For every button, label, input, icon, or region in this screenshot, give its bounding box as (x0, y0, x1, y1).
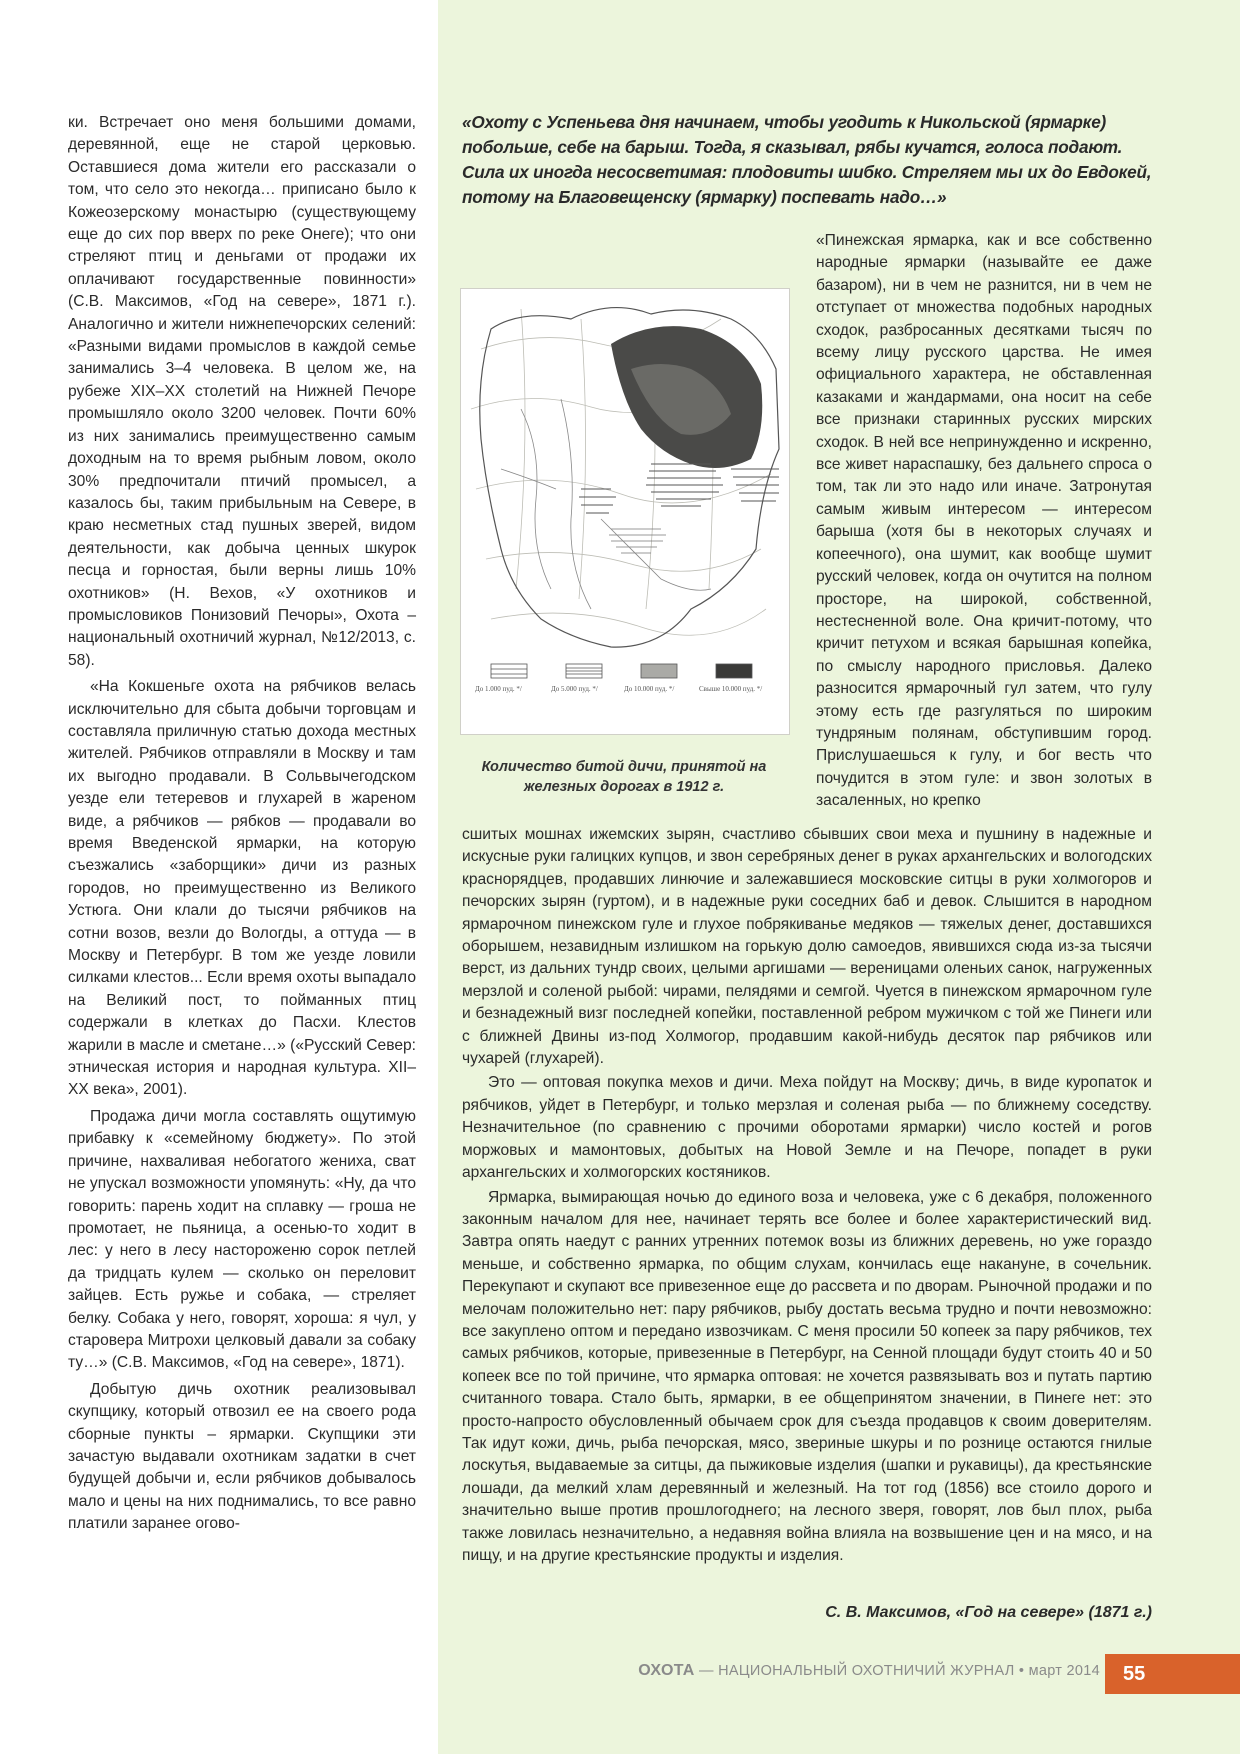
left-paragraph-2: «На Кокшеньге охота на рябчиков велась исключительно для сбыта добычи торговцам и составляла приличную статью дохода местных жителей. Рябчиков отправляли в Москву и там их выгодно продавали. В Сольвычегодском уезде ели тетеревов и глухарей в жареном виде, а рябчиков — рябков — продавали во время Введенской ярмарки, на которую съезжались «заборщики» дичи из разных городов, но преимущественно из Великого Устюга. Они клали до тысячи рябчиков на сотни возов, везли до Вологды, а оттуда — в Москву и Петербург. В том же уезде ловили силками клестов... Если время охоты выпадало на Великий пост, то пойманных птиц содержали в клетках до Пасхи. Клестов жарили в масле и сметане…» («Русский Север: этническая история и народная культура. XII–XX века», 2001). (68, 678, 416, 1099)
signature: С. В. Максимов, «Год на севере» (1871 г.) (825, 1604, 1152, 1621)
lower-paragraph-3: Ярмарка, вымирающая ночью до единого воза и человека, уже с 6 декабря, положенного законным началом для нее, начинает терять все более и более характеристический вид. Завтра опять наедут с ранних утренних потемок возы из ближних деревень, но уже гораздо меньше, и собственно ярмарка, по общим слухам, кончилась еще накануне, в сочельник. Перекупают и скупают все привезенное еще до рассвета и по дворам. Рыночной продажи и по мелочам положительно нет: пару рябчиков, рыбу достать весьма трудно и почти невозможно: все закуплено оптом и передано извозчикам. С меня просили 50 копеек за пару рябчиков, тех самых рябчиков, которые, привезенные в Петербург, на Сенной площади будут стоить 40 и 50 копеек все по той причине, что ярмарка оптовая: не хочется развязывать воз и путать партию считанного товара. Стало быть, ярмарки, в ее общепринятом значении, в Пинеге нет: это просто-напросто обусловленный обычаем срок для съезда продавцов к своим доверителям. Так идут кожи, дичь, рыба печорская, мясо, звериные шкуры и по рознице остаются гнилые лоскутья, выдаваемые за ситцы, да пыжиковые изделия (шапки и рукавицы), да крестьянские лошади, да мелкий хлам деревянный и железный. На тот год (1856) все стоило дорого и значительно выше против прошлогоднего; на лесного зверя, говорят, лов был плох, рыба также ловилась незначительно, а недавняя война влияла на возвышение цен и на мясо, и на пищу, и на другие крестьянские продукты и изделия. (462, 1188, 1152, 1564)
legend-label-3: До 10.000 пуд. */ (624, 685, 675, 693)
legend-label-1: До 1.000 пуд. */ (475, 685, 522, 693)
game-map-image (460, 288, 790, 735)
map-caption: Количество битой дичи, принятой на железных дорогах в 1912 г. (481, 759, 767, 795)
lower-paragraph-2: Это — оптовая покупка мехов и дичи. Меха пойдут на Москву; дичь, в виде куропаток и рябчиков, уйдет в Петербург, и только мерзлая и соленая рыба — по ближнему соседству. Незначительное (по сравнению с прочими оборотами ярмарки) число костей и рогов моржовых и мамонтовых, добытых на Новой Земле и на Печоре, попадет в руки архангельских и холмогорских костяников. (462, 1074, 1152, 1182)
lower-paragraph-1: сшитых мошнах ижемских зырян, счастливо сбывших свои меха и пушнину в надежные и искусные руки галицких купцов, и звон серебряных денег в руках архангельских и вологодских краснорядцев, продавших линючие и залежавшиеся московские ситцы в руки холмогоров и печорских зырян (гуртом), и в надежные руки соседних баб и девок. Слышится в народном ярмарочном пинежском гуле и глухое побрякиванье медяков — тяжелых денег, доставшихся оборышем, незавидным излишком на горькую долю самоедов, явившихся сюда из-за тысячи верст, из дальних тундр своих, целыми аргишами — вереницами оленьих санок, нагруженных мерзлой и соленой рыбой: чирами, пелядями и семгой. Чуется в пинежском ярмарочном гуле и безнадежный визг последней копейки, поставленной ребром мужичком с той же Пинеги или с ближней Двины из-под Холмогор, продавшим какой-нибудь десяток пар рябчиков или чухарей (глухарей). (462, 826, 1152, 1068)
footer-brand: ОХОТА (638, 1662, 695, 1679)
legend-label-4: Свыше 10.000 пуд. */ (699, 685, 763, 693)
footer (0, 1654, 1240, 1694)
footer-text (638, 1662, 1100, 1680)
page-number: 55 (1105, 1654, 1240, 1694)
lower-text-block (462, 824, 1152, 1567)
map-figure (460, 288, 788, 740)
russia-map-drawing (461, 289, 789, 734)
footer-journal-info: — НАЦИОНАЛЬНЫЙ ОХОТНИЧИЙ ЖУРНАЛ • март 2014 (694, 1663, 1100, 1679)
map-legend (491, 664, 752, 678)
left-paragraph-3: Продажа дичи могла составлять ощутимую прибавку к «семейному бюджету». По этой причине, нахваливая небогатого жениха, сват не упускал возможности упомянуть: «Ну, да что говорить: парень ходит на сплавку — гроша не промотает, не пьяница, а осенью-то ходит в лес: у него в лесу настороженю сорок петлей да тридцать кулем — сколько он переловит зайцев. Есть ружье и собака, — стреляет белку. Собака у него, говорят, хороша: я чул, у старовера Митрохи целковый давали за собаку ту…» (С.В. Максимов, «Год на севере», 1871). (68, 1107, 416, 1372)
epigraph-quote: «Охоту с Успеньева дня начинаем, чтобы угодить к Никольской (ярмарке) побольше, себе на барыш. Тогда, я сказывал, рябы кучатся, голоса подают. Сила их иногда несосветимая: плодовиты шибко. Стреляем мы их до Евдокей, потому на Благовещенску (ярмарку) поспевать надо…» (462, 112, 1152, 207)
left-paragraph-4: Добытую дичь охотник реализовывал скупщику, который отвозил ее на своего рода сборные пункты – ярмарки. Скупщики эти зачастую выдавали охотникам задатки в счет будущей добычи и, если рябчиков добывалось мало и цены на них поднимались, то все равно платили заранее огово- (68, 1380, 416, 1533)
legend-label-2: До 5.000 пуд. */ (551, 685, 598, 693)
right-column (816, 230, 1152, 813)
left-column (68, 112, 416, 1536)
left-paragraph-1: ки. Встречает оно меня большими домами, деревянной, еще не старой церковью. Оставшиеся дома жители его рассказали о том, что село это некогда… приписано было к Кожеозерскому монастырю (существующему еще до сих пор вверх по реке Онеге); что они стреляют птиц и деньгами от продажи их оплачивают государственные повинности» (С.В. Максимов, «Год на севере», 1871 г.). Аналогично и жители нижнепечорских селений: «Разными видами промыслов в каждой семье занимались 3–4 человека. В целом же, на рубеже XIX–XX столетий на Нижней Печоре промышляло около 3200 человек. Почти 60% из них занимались преимущественно самым доходным на то время рыбным ловом, около 30% предпочитали птичий промысел, а казалось бы, таким прибыльным на Севере, в краю несметных стад пушных зверей, видом деятельности, как добыча ценных шкурок песца и горностая, были верны лишь 10% охотников» (Н. Вехов, «У охотников и промысловиков Понизовий Печоры», Охота – национальный охотничий журнал, №12/2013, с. 58). (68, 114, 416, 669)
right-paragraph: «Пинежская ярмарка, как и все собственно народные ярмарки (называйте ее даже базаром), ни в чем не разнится, ни в чем не отступает от множества подобных народных сходок, разбросанных десятками тысяч по всему лицу русского царства. Не имея официального характера, не обставленная казаками и жандармами, она носит на себе все признаки старинных русских мирских сходок. В ней все непринужденно и искренно, все живет нараспашку, без дальнего спроса о том, так ли это надо или иначе. Затронутая самым живым интересом — интересом барыша (хотя бы в некоторых случаях и копеечного), она шумит, как вообще шумит русский человек, когда он очутится на полном просторе, на широкой, собственной, нестесненной воле. Она кричит-потому, что кричит петухом и всякая барышная копейка, по смыслу народного присловья. Далеко разносится ярмарочный гул затем, что гулу этому есть где разгуляться по широким тундряным полянам, обступившим город. Прислушаешься к гулу, и бог весть что почудится в этом гуле: и звон золотых в засаленных, но крепко (816, 232, 1152, 810)
